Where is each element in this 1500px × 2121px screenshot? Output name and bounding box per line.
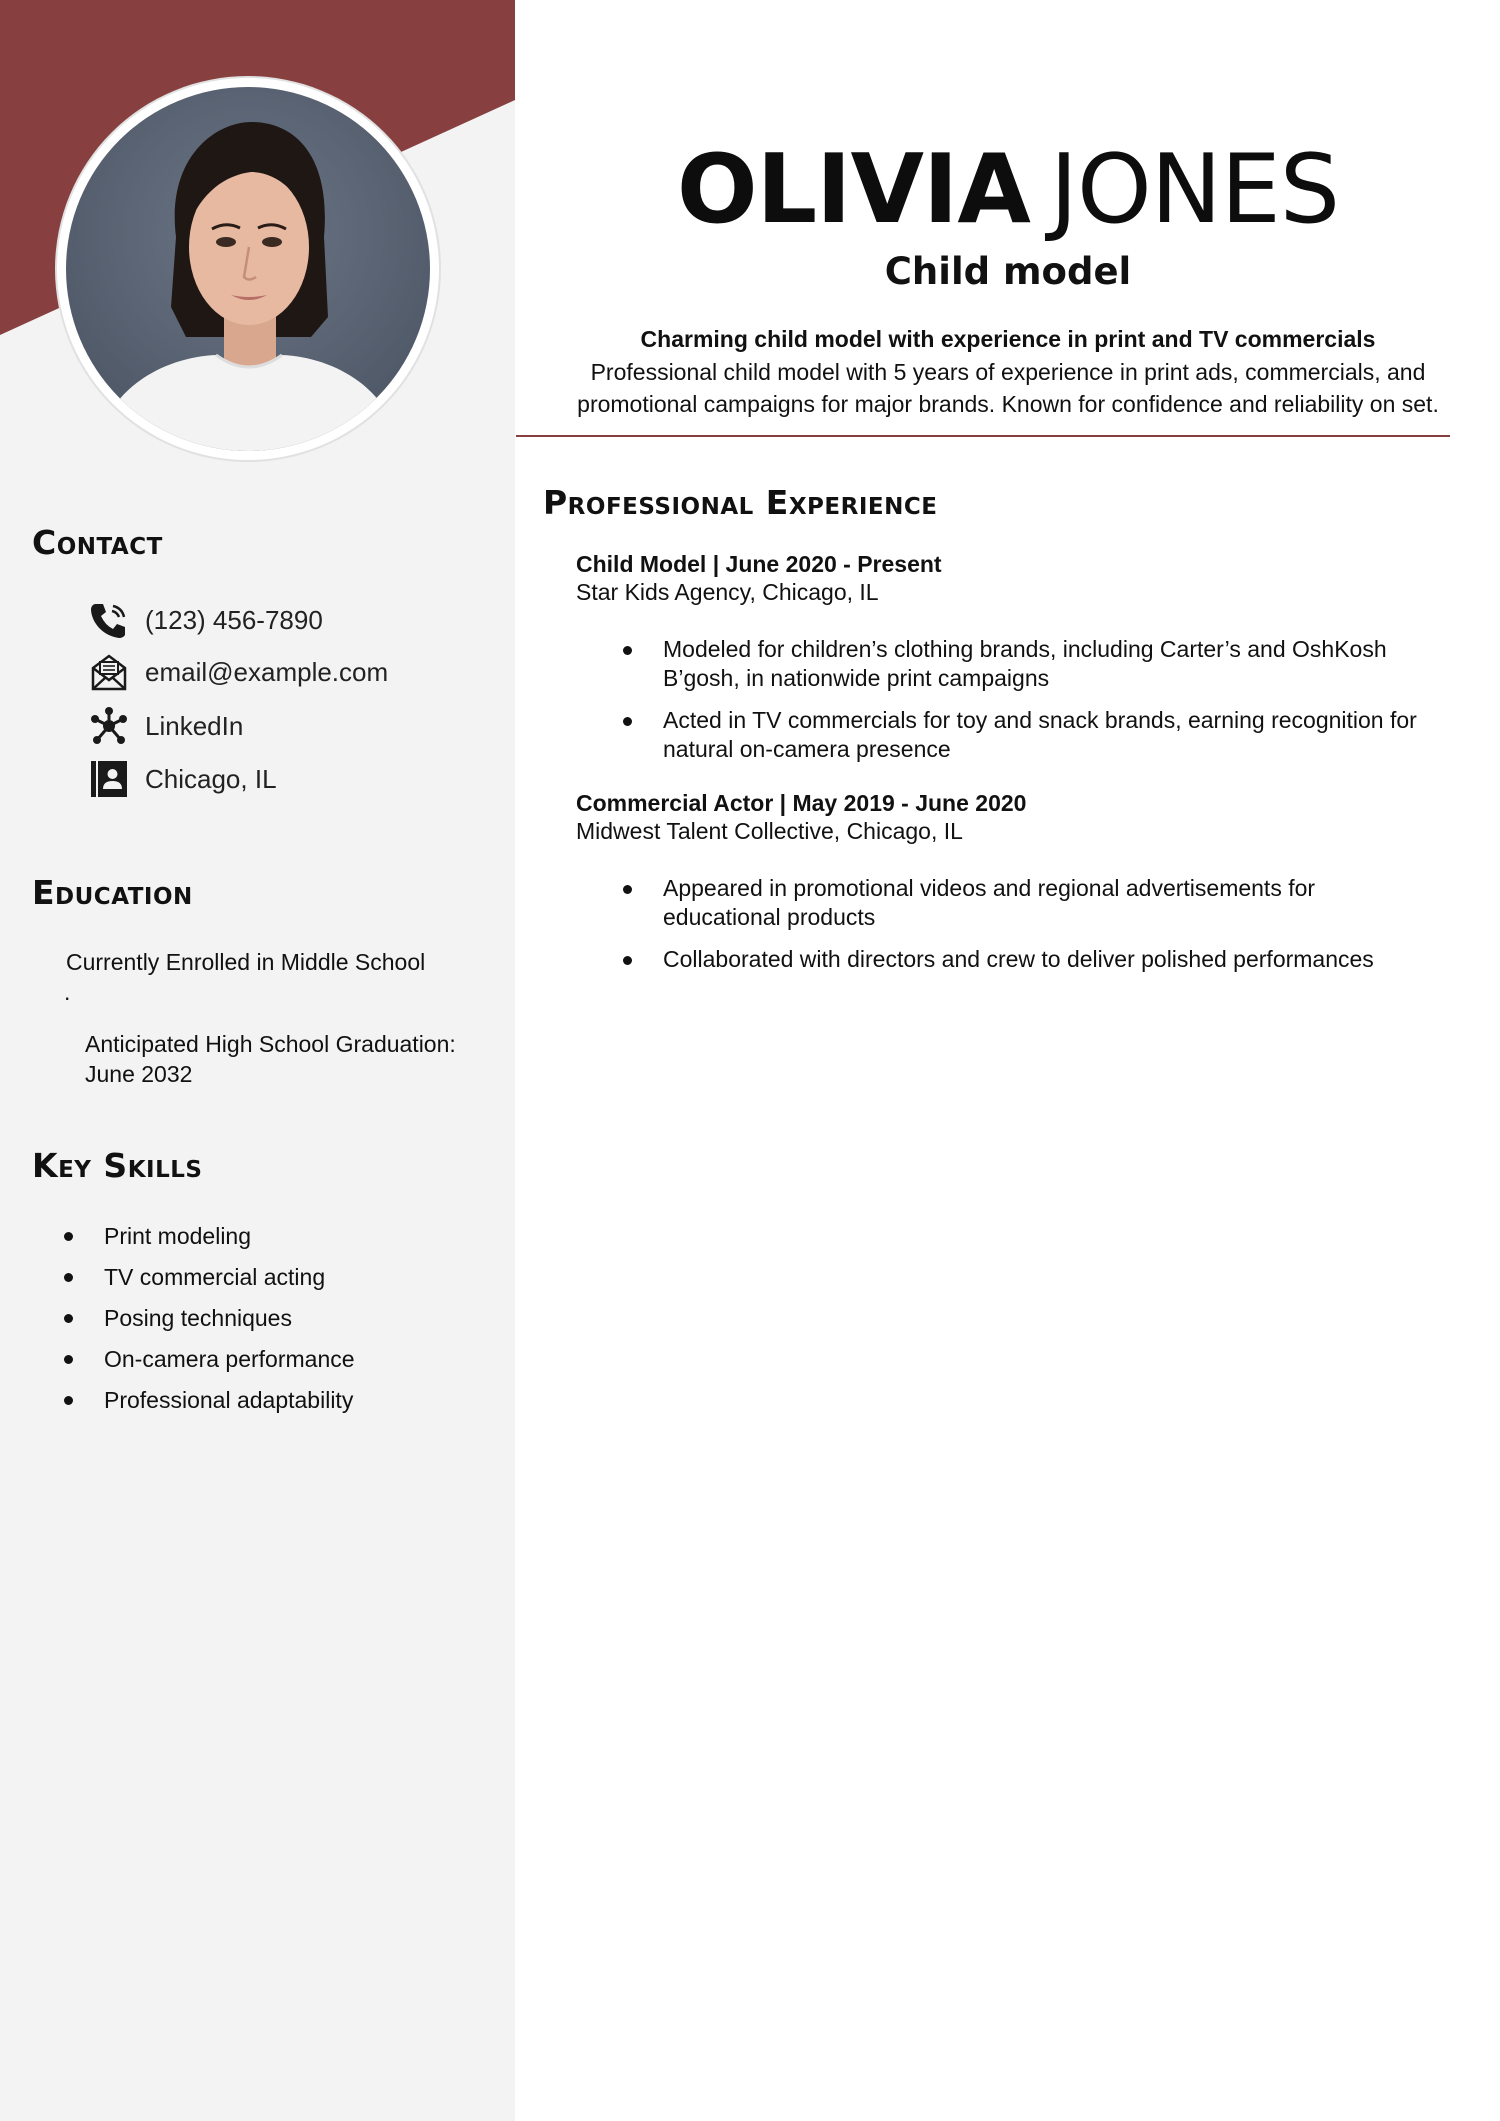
contact-location [87, 757, 277, 801]
job-1-title: Child Model | June 2020 - Present [576, 551, 942, 577]
linkedin-link[interactable]: LinkedIn [145, 710, 244, 741]
skills-list [64, 1216, 355, 1421]
contact-card-icon [87, 757, 131, 801]
job-bullet: Modeled for children’s clothing brands, including Carter’s and OshKosh B’gosh, in nationwide print campaigns [620, 635, 1420, 693]
sidebar [0, 0, 515, 2121]
education-separator: . [64, 979, 71, 1005]
job-bullet: Collaborated with directors and crew to deliver polished performances [620, 945, 1420, 974]
job-2-org: Midwest Talent Collective, Chicago, IL [576, 818, 963, 844]
graduation-line-1: Anticipated High School Graduation: [85, 1031, 456, 1057]
full-name [516, 135, 1500, 245]
experience-heading: Professional Experience [543, 483, 938, 522]
education-school: Currently Enrolled in Middle School [66, 949, 426, 975]
job-bullet: Appeared in promotional videos and regional advertisements for educational products [620, 874, 1420, 932]
last-name: JONES [1049, 135, 1340, 245]
job-2-bullets [620, 874, 1420, 987]
profile-photo [57, 78, 439, 460]
skill-item: Print modeling [64, 1216, 355, 1257]
education-heading: Education [32, 873, 193, 912]
education-graduation [85, 1029, 456, 1089]
contact-email [87, 650, 388, 694]
summary-text: Professional child model with 5 years of experience in print ads, commercials, and promotional campaigns for major brands. Known for confidence and reliability on set. [577, 359, 1439, 417]
phone-icon [87, 598, 131, 642]
header-divider [516, 435, 1450, 437]
portrait-image [66, 87, 430, 451]
contact-heading: Contact [32, 523, 163, 562]
skill-item: Professional adaptability [64, 1380, 355, 1421]
phone-text: (123) 456-7890 [145, 604, 323, 635]
summary-headline: Charming child model with experience in print and TV commercials [640, 326, 1376, 352]
skills-heading: Key Skills [32, 1146, 203, 1185]
location-text: Chicago, IL [145, 763, 277, 794]
skill-item: TV commercial acting [64, 1257, 355, 1298]
email-text: email@example.com [145, 656, 389, 687]
network-icon [87, 704, 131, 748]
job-2-title: Commercial Actor | May 2019 - June 2020 [576, 790, 1027, 816]
skill-item: On-camera performance [64, 1339, 355, 1380]
job-1-bullets [620, 635, 1420, 777]
job-1-org: Star Kids Agency, Chicago, IL [576, 579, 879, 605]
envelope-icon [87, 650, 131, 694]
contact-linkedin[interactable] [87, 704, 243, 748]
first-name: OLIVIA [676, 135, 1030, 245]
job-role: Child model [884, 250, 1132, 293]
skill-item: Posing techniques [64, 1298, 355, 1339]
graduation-line-2: June 2032 [85, 1061, 193, 1087]
job-bullet: Acted in TV commercials for toy and snack brands, earning recognition for natural on-camera presence [620, 706, 1420, 764]
contact-phone [87, 598, 323, 642]
